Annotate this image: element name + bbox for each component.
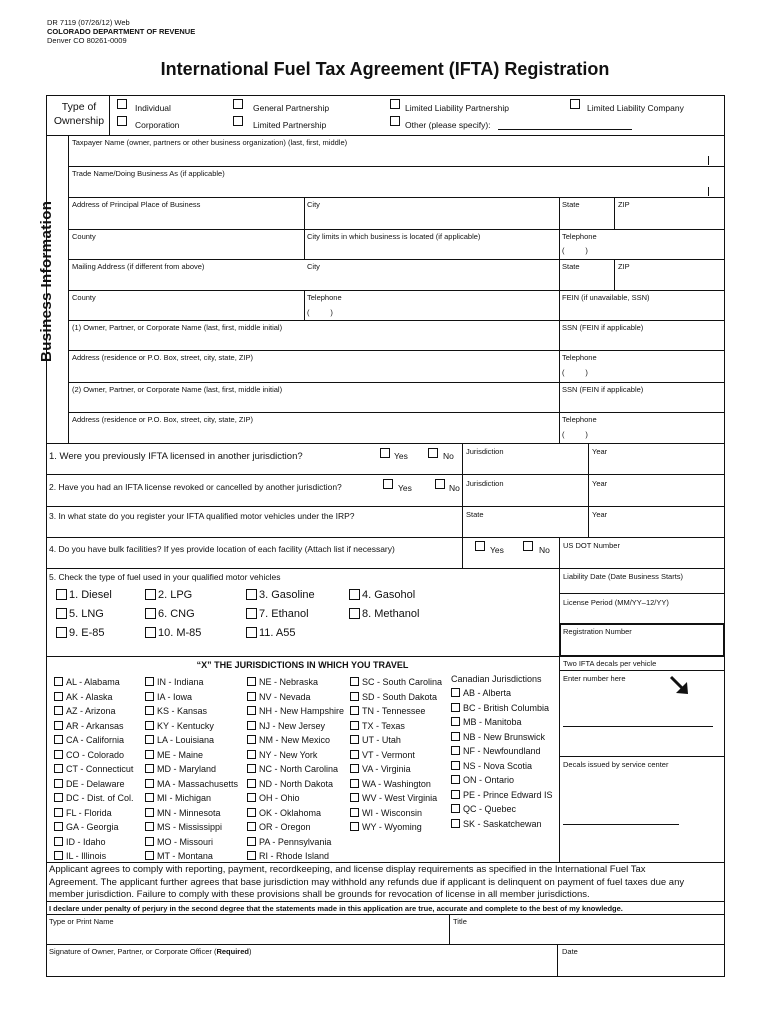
- jurisdiction-item[interactable]: TX - Texas: [350, 721, 405, 731]
- jurisdiction-checkbox[interactable]: [145, 735, 154, 744]
- jurisdiction-item[interactable]: WY - Wyoming: [350, 822, 422, 832]
- canadian-jurisdictions-heading: Canadian Jurisdictions: [451, 674, 542, 684]
- business-telephone-paren: ( ): [562, 246, 588, 255]
- jurisdiction-checkbox[interactable]: [350, 793, 359, 802]
- jurisdiction-checkbox[interactable]: [350, 808, 359, 817]
- q3-state-label: State: [466, 510, 484, 519]
- jurisdiction-checkbox[interactable]: [247, 779, 256, 788]
- jurisdiction-checkbox[interactable]: [247, 837, 256, 846]
- jurisdiction-item[interactable]: DC - Dist. of Col.: [54, 793, 134, 803]
- jurisdiction-checkbox[interactable]: [145, 822, 154, 831]
- owner1-address-label: Address (residence or P.O. Box, street, city, state, ZIP): [72, 353, 254, 362]
- principal-city-label: City: [307, 200, 320, 209]
- fuel-e85-checkbox[interactable]: [56, 627, 67, 638]
- jurisdiction-item[interactable]: OR - Oregon: [247, 822, 311, 832]
- jurisdiction-item[interactable]: WV - West Virginia: [350, 793, 437, 803]
- jurisdiction-item[interactable]: BC - British Columbia: [451, 703, 549, 713]
- jurisdiction-item[interactable]: WI - Wisconsin: [350, 808, 422, 818]
- principal-address-label: Address of Principal Place of Business: [72, 200, 201, 209]
- jurisdiction-checkbox[interactable]: [451, 775, 460, 784]
- jurisdiction-checkbox[interactable]: [451, 819, 460, 828]
- jurisdiction-item[interactable]: ME - Maine: [145, 750, 203, 760]
- mailing-zip-label: ZIP: [618, 262, 630, 271]
- jurisdiction-checkbox[interactable]: [145, 706, 154, 715]
- question-1: 1. Were you previously IFTA licensed in another jurisdiction?: [49, 451, 303, 462]
- mailing-telephone-paren: ( ): [307, 308, 333, 317]
- fuel-a55-checkbox[interactable]: [246, 627, 257, 638]
- jurisdiction-checkbox[interactable]: [350, 764, 359, 773]
- jurisdiction-checkbox[interactable]: [350, 735, 359, 744]
- owner2-ssn-label: SSN (FEIN if applicable): [562, 385, 644, 394]
- owner2-name-label: (2) Owner, Partner, or Corporate Name (last, first, middle initial): [72, 385, 283, 394]
- jurisdiction-checkbox[interactable]: [451, 804, 460, 813]
- ownership-other-checkbox[interactable]: [390, 116, 400, 126]
- jurisdiction-checkbox[interactable]: [145, 837, 154, 846]
- jurisdiction-checkbox[interactable]: [145, 721, 154, 730]
- mailing-city-label: City: [307, 262, 320, 271]
- fuel-gasohol-checkbox[interactable]: [349, 589, 360, 600]
- jurisdiction-item[interactable]: OK - Oklahoma: [247, 808, 321, 818]
- jurisdiction-item[interactable]: CA - California: [54, 735, 124, 745]
- jurisdiction-item[interactable]: VA - Virginia: [350, 764, 411, 774]
- ownership-other-label: Other (please specify):: [405, 120, 491, 130]
- ownership-general-partnership-label: General Partnership: [253, 103, 330, 113]
- owner1-ssn-label: SSN (FEIN if applicable): [562, 323, 644, 332]
- owner2-address-label: Address (residence or P.O. Box, street, city, state, ZIP): [72, 415, 254, 424]
- mailing-state-label: State: [562, 262, 580, 271]
- ownership-individual-checkbox[interactable]: [117, 99, 127, 109]
- question-2: 2. Have you had an IFTA license revoked or cancelled by another jurisdiction?: [49, 482, 342, 492]
- decals-issued-input[interactable]: [563, 824, 679, 825]
- jurisdiction-checkbox[interactable]: [145, 677, 154, 686]
- q1-yes-label: Yes: [394, 451, 408, 461]
- jurisdiction-item[interactable]: NS - Nova Scotia: [451, 761, 532, 771]
- fuel-cng-label: 6. CNG: [158, 608, 195, 620]
- enter-number-label: Enter number here: [563, 674, 626, 683]
- fuel-diesel-label: 1. Diesel: [69, 589, 112, 601]
- jurisdiction-item[interactable]: SD - South Dakota: [350, 692, 437, 702]
- fuel-gasohol-label: 4. Gasohol: [362, 589, 416, 601]
- fuel-cng-checkbox[interactable]: [145, 608, 156, 619]
- jurisdiction-item[interactable]: KY - Kentucky: [145, 721, 214, 731]
- fuel-m85-label: 10. M-85: [158, 627, 202, 639]
- fuel-methanol-checkbox[interactable]: [349, 608, 360, 619]
- jurisdiction-checkbox[interactable]: [54, 735, 63, 744]
- jurisdiction-item[interactable]: MN - Minnesota: [145, 808, 221, 818]
- jurisdiction-checkbox[interactable]: [350, 692, 359, 701]
- city-limits-label: City limits in which business is located (if applicable): [307, 232, 481, 241]
- jurisdiction-checkbox[interactable]: [247, 750, 256, 759]
- liability-date-label: Liability Date (Date Business Starts): [563, 572, 684, 581]
- jurisdiction-item[interactable]: IN - Indiana: [145, 677, 204, 687]
- q1-year-label: Year: [592, 447, 608, 456]
- jurisdiction-item[interactable]: ID - Idaho: [54, 837, 106, 847]
- jurisdiction-checkbox[interactable]: [54, 837, 63, 846]
- registration-number-label: Registration Number: [563, 627, 632, 636]
- owner1-telephone-paren: ( ): [562, 368, 588, 377]
- jurisdiction-checkbox[interactable]: [350, 822, 359, 831]
- jurisdiction-item[interactable]: WA - Washington: [350, 779, 431, 789]
- owner1-name-label: (1) Owner, Partner, or Corporate Name (last, first, middle initial): [72, 323, 283, 332]
- jurisdiction-checkbox[interactable]: [54, 677, 63, 686]
- date-label: Date: [562, 947, 578, 956]
- jurisdiction-item[interactable]: SC - South Carolina: [350, 677, 442, 687]
- q2-no-checkbox[interactable]: [435, 479, 445, 489]
- jurisdiction-item[interactable]: OH - Ohio: [247, 793, 300, 803]
- jurisdiction-item[interactable]: NH - New Hampshire: [247, 706, 344, 716]
- jurisdiction-checkbox[interactable]: [350, 677, 359, 686]
- jurisdiction-item[interactable]: FL - Florida: [54, 808, 112, 818]
- fuel-lpg-label: 2. LPG: [158, 589, 193, 601]
- jurisdiction-checkbox[interactable]: [145, 808, 154, 817]
- jurisdiction-item[interactable]: QC - Quebec: [451, 804, 516, 814]
- jurisdiction-checkbox[interactable]: [54, 822, 63, 831]
- principal-zip-label: ZIP: [618, 200, 630, 209]
- jurisdiction-checkbox[interactable]: [247, 735, 256, 744]
- jurisdiction-checkbox[interactable]: [451, 746, 460, 755]
- mailing-telephone-label: Telephone: [307, 293, 342, 302]
- jurisdiction-checkbox[interactable]: [54, 793, 63, 802]
- fuel-ethanol-checkbox[interactable]: [246, 608, 257, 619]
- fuel-e85-label: 9. E-85: [69, 627, 105, 639]
- jurisdiction-item[interactable]: GA - Georgia: [54, 822, 119, 832]
- two-decals-label: Two IFTA decals per vehicle: [563, 659, 657, 668]
- jurisdiction-checkbox[interactable]: [451, 761, 460, 770]
- jurisdictions-heading: “X” THE JURISDICTIONS IN WHICH YOU TRAVEL: [196, 660, 409, 670]
- jurisdiction-item[interactable]: MT - Montana: [145, 851, 213, 861]
- fuel-m85-checkbox[interactable]: [145, 627, 156, 638]
- jurisdiction-item[interactable]: NF - Newfoundland: [451, 746, 541, 756]
- jurisdiction-checkbox[interactable]: [247, 677, 256, 686]
- jurisdiction-item[interactable]: AL - Alabama: [54, 677, 120, 687]
- department-name: COLORADO DEPARTMENT OF REVENUE: [47, 27, 196, 36]
- ownership-limited-partnership-checkbox[interactable]: [233, 116, 243, 126]
- jurisdiction-item[interactable]: KS - Kansas: [145, 706, 207, 716]
- ownership-label: Type of Ownership: [53, 101, 105, 127]
- jurisdiction-item[interactable]: TN - Tennessee: [350, 706, 425, 716]
- jurisdiction-checkbox[interactable]: [350, 721, 359, 730]
- q1-yes-checkbox[interactable]: [380, 448, 390, 458]
- q1-jurisdiction-label: Jurisdiction: [466, 447, 504, 456]
- jurisdiction-checkbox[interactable]: [247, 793, 256, 802]
- fuel-gasoline-label: 3. Gasoline: [259, 589, 315, 601]
- ownership-llp-label: Limited Liability Partnership: [405, 103, 509, 113]
- page-title: International Fuel Tax Agreement (IFTA) Registration: [160, 59, 610, 79]
- jurisdiction-checkbox[interactable]: [54, 779, 63, 788]
- fuel-ethanol-label: 7. Ethanol: [259, 608, 309, 620]
- jurisdiction-checkbox[interactable]: [54, 706, 63, 715]
- jurisdiction-checkbox[interactable]: [451, 790, 460, 799]
- mailing-address-label: Mailing Address (if different from above): [72, 262, 205, 271]
- jurisdiction-item[interactable]: NJ - New Jersey: [247, 721, 325, 731]
- jurisdiction-checkbox[interactable]: [145, 779, 154, 788]
- jurisdiction-checkbox[interactable]: [247, 721, 256, 730]
- jurisdiction-checkbox[interactable]: [247, 706, 256, 715]
- jurisdiction-checkbox[interactable]: [145, 851, 154, 860]
- ownership-general-partnership-checkbox[interactable]: [233, 99, 243, 109]
- q1-no-checkbox[interactable]: [428, 448, 438, 458]
- jurisdiction-item[interactable]: VT - Vermont: [350, 750, 415, 760]
- trade-name-label: Trade Name/Doing Business As (if applicable): [72, 169, 225, 178]
- q2-jurisdiction-label: Jurisdiction: [466, 479, 504, 488]
- ownership-llc-checkbox[interactable]: [570, 99, 580, 109]
- jurisdiction-checkbox[interactable]: [54, 851, 63, 860]
- q2-yes-label: Yes: [398, 483, 412, 493]
- ownership-llc-label: Limited Liability Company: [587, 103, 684, 113]
- ownership-corporation-checkbox[interactable]: [117, 116, 127, 126]
- ownership-other-input[interactable]: [498, 129, 632, 130]
- decals-issued-label: Decals issued by service center: [563, 760, 669, 769]
- jurisdiction-item[interactable]: PA - Pennsylvania: [247, 837, 331, 847]
- question-4: 4. Do you have bulk facilities? If yes provide location of each facility (Attach list if necessary): [49, 544, 395, 554]
- fuel-a55-label: 11. A55: [259, 627, 296, 639]
- department-address: Denver CO 80261-0009: [47, 36, 127, 45]
- county-label: County: [72, 232, 96, 241]
- jurisdiction-checkbox[interactable]: [54, 750, 63, 759]
- fuel-lng-checkbox[interactable]: [56, 608, 67, 619]
- jurisdiction-checkbox[interactable]: [247, 851, 256, 860]
- question-5: 5. Check the type of fuel used in your qualified motor vehicles: [49, 572, 281, 582]
- jurisdiction-item[interactable]: CO - Colorado: [54, 750, 124, 760]
- question-3: 3. In what state do you register your IFTA qualified motor vehicles under the IRP?: [49, 511, 355, 521]
- jurisdiction-checkbox[interactable]: [54, 721, 63, 730]
- jurisdiction-item[interactable]: SK - Saskatchewan: [451, 819, 542, 829]
- title-label: Title: [453, 917, 467, 926]
- agreement-text: Applicant agrees to comply with reporting, payment, recordkeeping, and license display requirements as specified in the International Fuel Tax Agreement. The applicant further agrees that base jurisdiction may withhold any refunds due if applicant is delinquent on payment of fuel taxes due any member jurisdiction. Failure to comply with these provisions shall be grounds for revocation of license in all member jurisdictions.: [49, 864, 685, 900]
- jurisdiction-checkbox[interactable]: [451, 717, 460, 726]
- jurisdiction-item[interactable]: AK - Alaska: [54, 692, 113, 702]
- jurisdiction-item[interactable]: UT - Utah: [350, 735, 401, 745]
- q2-year-label: Year: [592, 479, 608, 488]
- owner1-telephone-label: Telephone: [562, 353, 597, 362]
- jurisdiction-checkbox[interactable]: [451, 688, 460, 697]
- ownership-limited-partnership-label: Limited Partnership: [253, 120, 327, 130]
- form-header: [47, 18, 195, 45]
- perjury-statement: I declare under penalty of perjury in the second degree that the statements made in this application are true, accurate and complete to the best of my knowledge.: [49, 904, 623, 913]
- jurisdiction-item[interactable]: RI - Rhode Island: [247, 851, 329, 861]
- jurisdiction-item[interactable]: AB - Alberta: [451, 688, 511, 698]
- jurisdiction-item[interactable]: MB - Manitoba: [451, 717, 522, 727]
- fuel-methanol-label: 8. Methanol: [362, 608, 420, 620]
- jurisdiction-checkbox[interactable]: [145, 764, 154, 773]
- jurisdiction-checkbox[interactable]: [54, 692, 63, 701]
- fuel-diesel-checkbox[interactable]: [56, 589, 67, 600]
- jurisdiction-checkbox[interactable]: [145, 750, 154, 759]
- jurisdiction-item[interactable]: NV - Nevada: [247, 692, 311, 702]
- q4-yes-checkbox[interactable]: [475, 541, 485, 551]
- jurisdiction-item[interactable]: ON - Ontario: [451, 775, 514, 785]
- jurisdiction-item[interactable]: DE - Delaware: [54, 779, 125, 789]
- jurisdiction-item[interactable]: MO - Missouri: [145, 837, 213, 847]
- form-id: DR 7119 (07/26/12) Web: [47, 18, 130, 27]
- jurisdiction-item[interactable]: MS - Mississippi: [145, 822, 222, 832]
- fuel-lng-label: 5. LNG: [69, 608, 104, 620]
- business-telephone-label: Telephone: [562, 232, 597, 241]
- fuel-lpg-checkbox[interactable]: [145, 589, 156, 600]
- jurisdiction-checkbox[interactable]: [451, 732, 460, 741]
- q3-year-label: Year: [592, 510, 608, 519]
- jurisdiction-item[interactable]: NE - Nebraska: [247, 677, 318, 687]
- q2-no-label: No: [449, 483, 460, 493]
- q4-yes-label: Yes: [490, 545, 504, 555]
- jurisdiction-checkbox[interactable]: [54, 764, 63, 773]
- jurisdiction-item[interactable]: MA - Massachusetts: [145, 779, 238, 789]
- jurisdiction-item[interactable]: LA - Louisiana: [145, 735, 214, 745]
- owner2-telephone-label: Telephone: [562, 415, 597, 424]
- jurisdiction-checkbox[interactable]: [247, 808, 256, 817]
- principal-state-label: State: [562, 200, 580, 209]
- jurisdiction-item[interactable]: CT - Connecticut: [54, 764, 133, 774]
- ownership-corporation-label: Corporation: [135, 120, 180, 130]
- jurisdiction-item[interactable]: NM - New Mexico: [247, 735, 330, 745]
- fuel-gasoline-checkbox[interactable]: [246, 589, 257, 600]
- jurisdiction-checkbox[interactable]: [350, 706, 359, 715]
- jurisdiction-item[interactable]: AZ - Arizona: [54, 706, 116, 716]
- jurisdiction-item[interactable]: IL - Illinois: [54, 851, 106, 861]
- q2-yes-checkbox[interactable]: [383, 479, 393, 489]
- usdot-label: US DOT Number: [563, 541, 620, 550]
- jurisdiction-item[interactable]: ND - North Dakota: [247, 779, 333, 789]
- jurisdiction-item[interactable]: IA - Iowa: [145, 692, 192, 702]
- q4-no-label: No: [539, 545, 550, 555]
- arrow-down-right-icon: [668, 674, 692, 698]
- jurisdiction-checkbox[interactable]: [145, 692, 154, 701]
- mailing-county-label: County: [72, 293, 96, 302]
- jurisdiction-checkbox[interactable]: [451, 703, 460, 712]
- q4-no-checkbox[interactable]: [523, 541, 533, 551]
- jurisdiction-item[interactable]: NY - New York: [247, 750, 317, 760]
- jurisdiction-item[interactable]: NB - New Brunswick: [451, 732, 545, 742]
- jurisdiction-item[interactable]: MI - Michigan: [145, 793, 211, 803]
- jurisdiction-item[interactable]: MD - Maryland: [145, 764, 216, 774]
- jurisdiction-item[interactable]: NC - North Carolina: [247, 764, 338, 774]
- q1-no-label: No: [443, 451, 454, 461]
- decal-number-input[interactable]: [563, 726, 713, 727]
- ownership-individual-label: Individual: [135, 103, 171, 113]
- jurisdiction-item[interactable]: PE - Prince Edward IS: [451, 790, 553, 800]
- jurisdiction-checkbox[interactable]: [145, 793, 154, 802]
- license-period-label: License Period (MM/YY–12/YY): [563, 598, 669, 607]
- jurisdiction-checkbox[interactable]: [54, 808, 63, 817]
- jurisdiction-checkbox[interactable]: [247, 822, 256, 831]
- signature-label: Signature of Owner, Partner, or Corporate Officer (Required): [49, 947, 252, 956]
- jurisdiction-item[interactable]: AR - Arkansas: [54, 721, 124, 731]
- type-name-label: Type or Print Name: [49, 917, 114, 926]
- jurisdiction-checkbox[interactable]: [350, 779, 359, 788]
- owner2-telephone-paren: ( ): [562, 430, 588, 439]
- fein-label: FEIN (if unavailable, SSN): [562, 293, 650, 302]
- jurisdiction-checkbox[interactable]: [247, 692, 256, 701]
- jurisdiction-checkbox[interactable]: [350, 750, 359, 759]
- jurisdiction-checkbox[interactable]: [247, 764, 256, 773]
- taxpayer-name-label: Taxpayer Name (owner, partners or other business organization) (last, first, middle): [72, 138, 348, 147]
- ownership-llp-checkbox[interactable]: [390, 99, 400, 109]
